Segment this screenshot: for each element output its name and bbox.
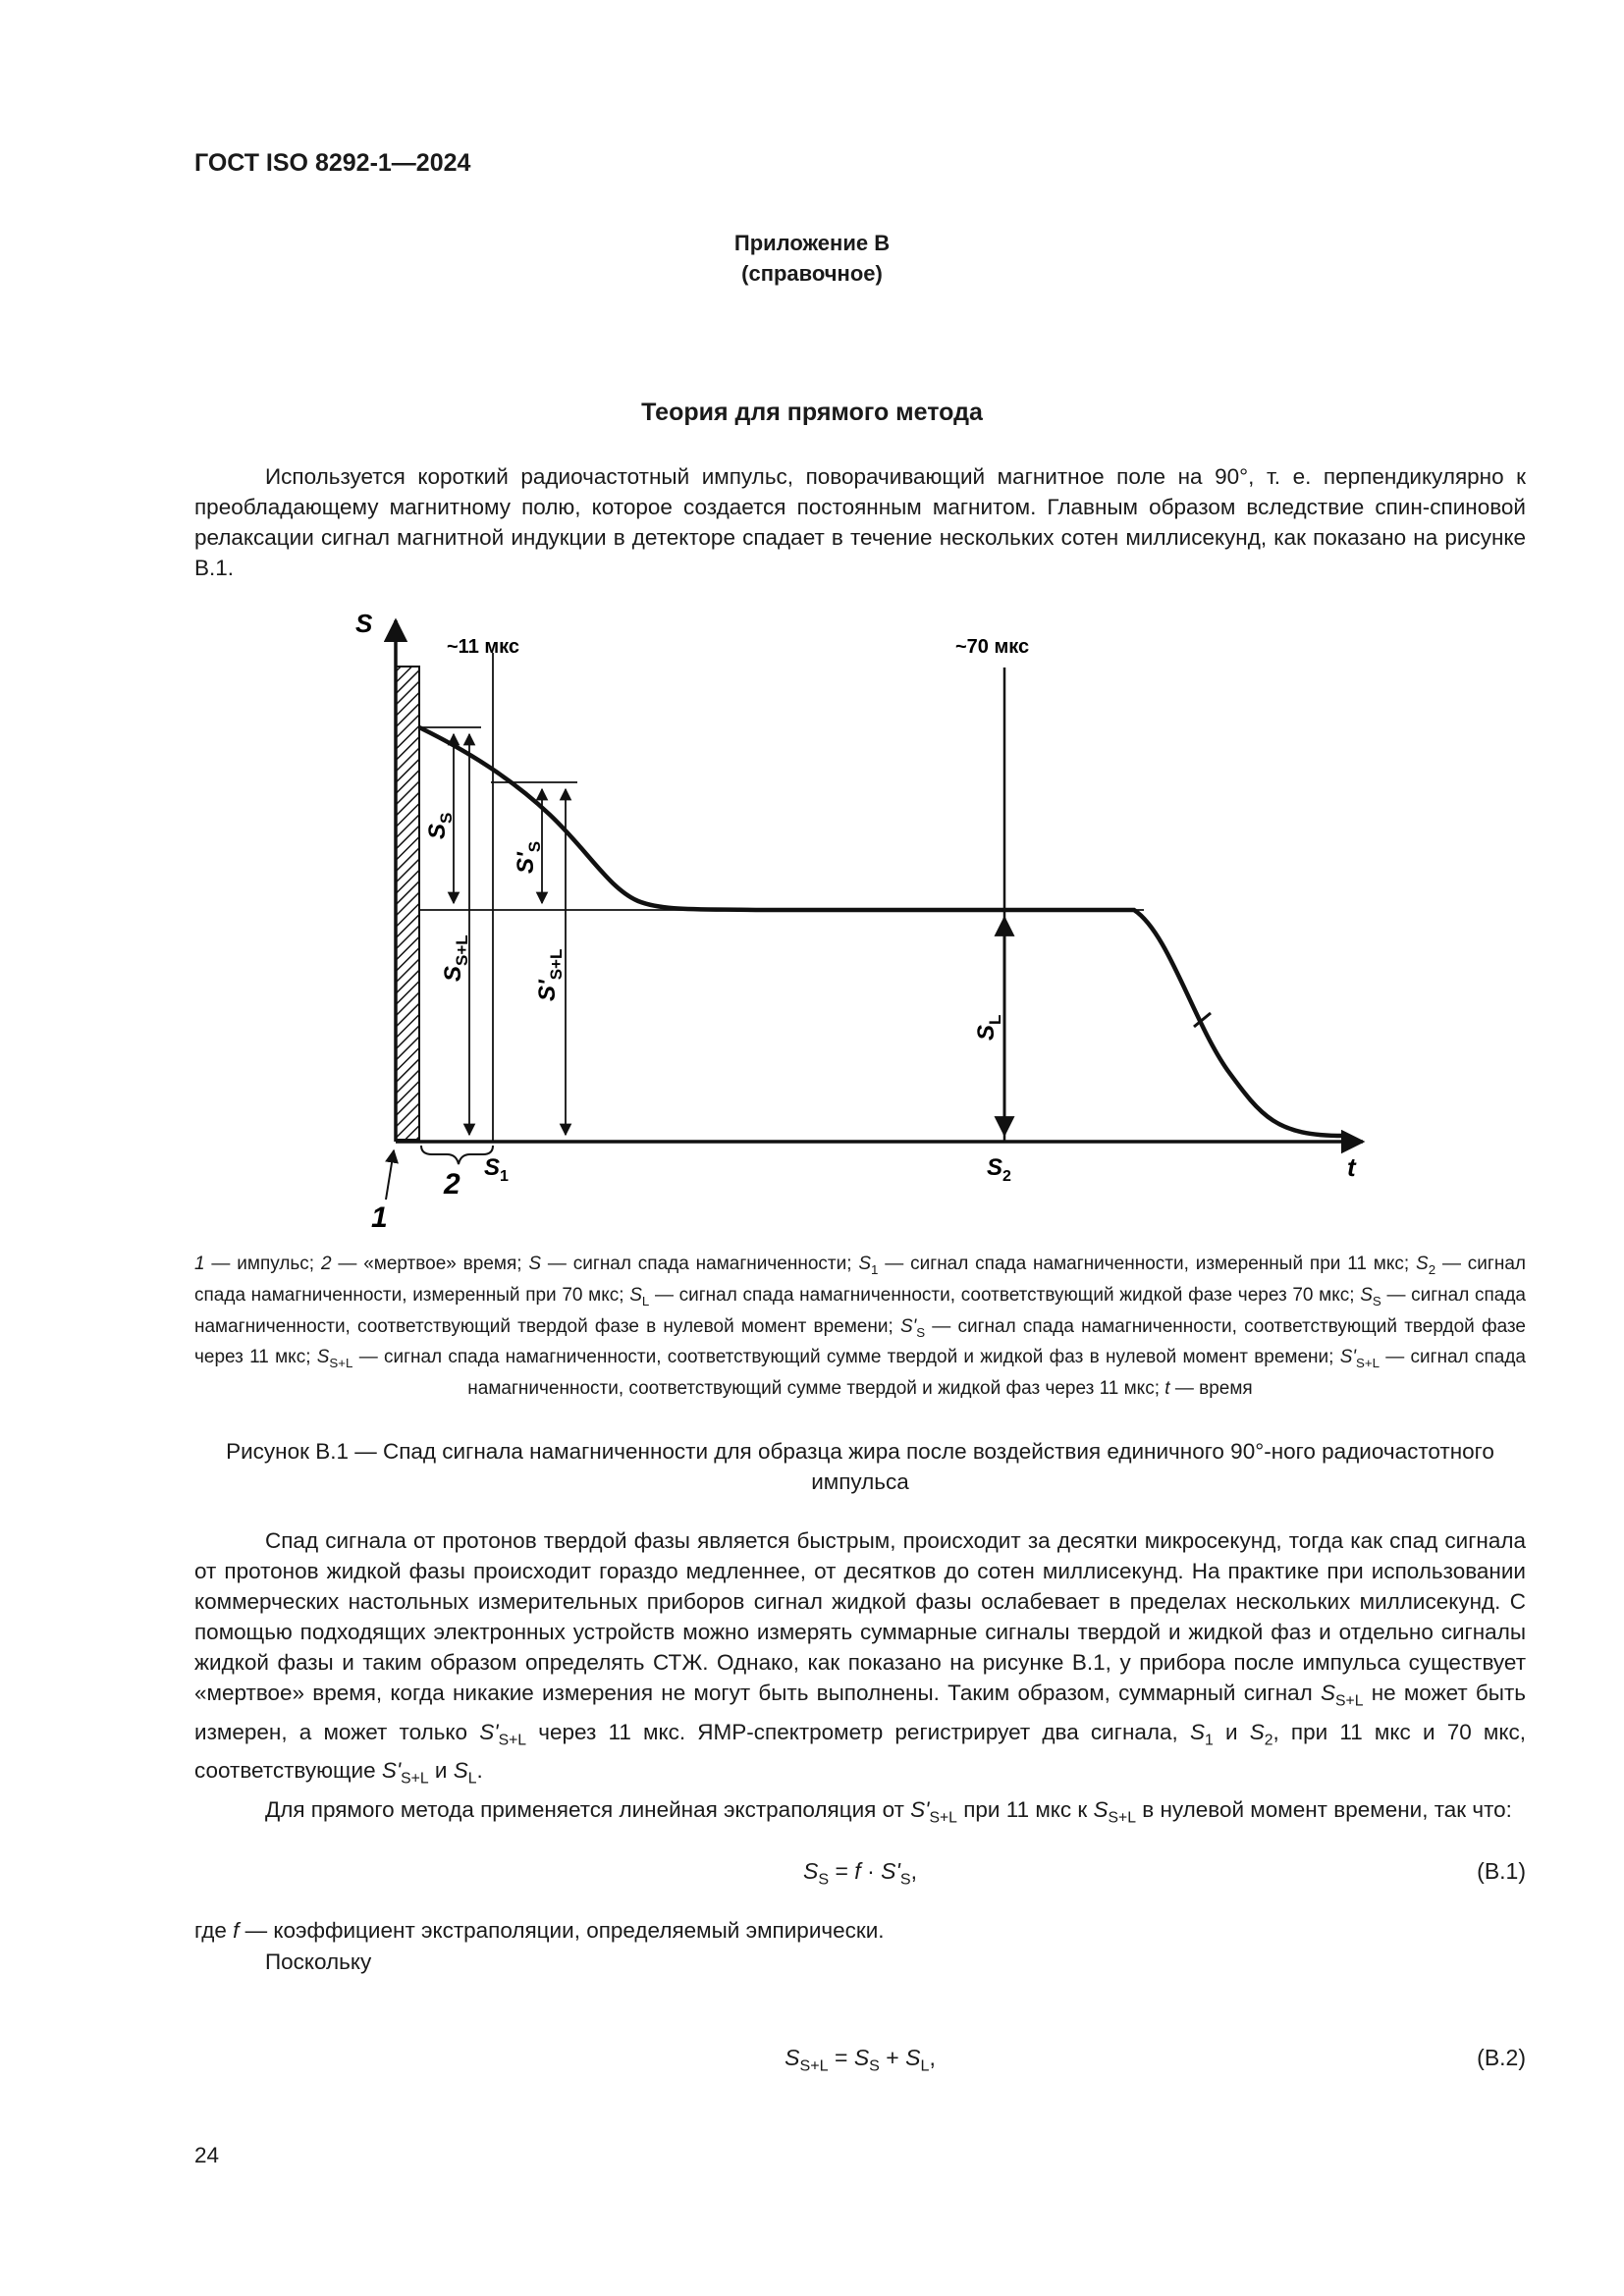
body-text — [194, 1525, 1526, 1833]
pulse-pointer — [386, 1150, 394, 1200]
document-header: ГОСТ ISO 8292-1—2024 — [194, 149, 471, 177]
equation-b1 — [194, 1858, 1526, 1890]
dead-time-brace — [421, 1146, 493, 1164]
equation-b2-number: (В.2) — [1477, 2045, 1526, 2070]
figure-title: Рисунок В.1 — Спад сигнала намагниченности для образца жира после воздействия единичного 90°-ного радиочастотного импульса — [226, 1439, 1494, 1494]
label-s1: $S_1$ — [484, 1154, 509, 1185]
label-ssl-prime: $S'_{S+L}$ — [534, 948, 566, 1001]
x-axis-label: t — [1347, 1152, 1356, 1182]
annex-kind: (справочное) — [741, 261, 883, 286]
label-ss: $S_S$ — [424, 812, 456, 839]
y-axis-label: S — [355, 609, 373, 638]
section-title: Теория для прямого метода — [641, 399, 983, 426]
body-paragraph-2: Для прямого метода применяется линейная экстраполяция от $S'_{S+L}$ при 11 мкс к $S_{S+L}$ в нулевой момент времени, так что: — [265, 1796, 1512, 1826]
equation-b2-formula: $S_{S+L} = S_S + S_L$, — [785, 2045, 936, 2075]
equation-b1-number: (В.1) — [1477, 1858, 1526, 1884]
label-dead-time-number: 2 — [444, 1168, 460, 1201]
pulse-bar — [396, 667, 419, 1140]
equation-b1-formula: $S_S = f \cdot S'_S$, — [802, 1858, 918, 1889]
label-ssl: $S_{S+L}$ — [440, 934, 471, 982]
label-sl: $S_L$ — [973, 1014, 1004, 1041]
marker-11-label: ~11 мкс — [447, 636, 520, 658]
label-s2: $S_2$ — [987, 1154, 1011, 1185]
figure-legend: 1 — импульс; 2 — «мертвое» время; S — сигнал спада намагниченности; $S_1$ — сигнал спада намагниченности, измеренный при 11 мкс; $S_2$ — сигнал спада намагниченности, измеренный при 70 мкс; $S_L$ — сигнал спада намагниченности, соответствующий жидкой фазе через 70 мкс; $S_S$ — сигнал спада намагниченности, соответствующий твердой фазе в нулевой момент времени; $S'_S$ — сигнал спада намагниченности, соответствующий твердой фазе через 11 мкс; $S_{S+L}$ — сигнал спада намагниченности, соответствующий сумме твердой и жидкой фаз в нулевой момент времени; $S'_{S+L}$ — сигнал спада намагниченности, соответствующий сумме твердой и жидкой фаз через 11 мкс; t — время — [194, 1254, 1526, 1400]
marker-70-label: ~70 мкс — [955, 636, 1030, 658]
page-number: 24 — [194, 2143, 220, 2167]
body-paragraph-1: Спад сигнала от протонов твердой фазы является быстрым, происходит за десятки микросекунд, тогда как спад сигнала от протонов жидкой фазы происходит гораздо медленнее, от десятков до сотен миллисекунд. На практике при использовании коммерческих настольных измерительных приборов сигнал жидкой фазы ослабевает в пределах нескольких миллисекунд. С помощью подходящих электронных устройств можно измерять суммарные сигналы твердой и жидкой фаз и отдельно сигналы жидкой фазы и таким образом определять СТЖ. Однако, как показано на рисунке В.1, у прибора после импульса существует «мертвое» время, когда никакие измерения не могут быть выполнены. Таким образом, суммарный сигнал $S_{S+L}$ не может быть измерен, а может только $S'_{S+L}$ через 11 мкс. ЯМР-спектрометр регистрирует два сигнала, $S_1$ и $S_2$, при 11 мкс и 70 мкс, соответствующие $S'_{S+L}$ и $S_L$. — [194, 1528, 1526, 1788]
label-pulse-number: 1 — [371, 1201, 388, 1234]
where-clause: где f — коэффициент экстраполяции, определяемый эмпирически. — [194, 1918, 885, 1943]
annex-title: Приложение В — [733, 231, 891, 255]
label-ss-prime: $S'_S$ — [513, 840, 544, 874]
since-line: Поскольку — [265, 1949, 372, 1974]
equation-b2 — [194, 2045, 1526, 2076]
intro-paragraph: Используется короткий радиочастотный импульс, поворачивающий магнитное поле на 90°, т. е. перпендикулярно к преобладающему магнитному полю, которое создается постоянным магнитом. Главным образом вследствие спин-спиновой релаксации сигнал магнитной индукции в детекторе спадает в течение нескольких сотен миллисекунд, как показано на рисунке В.1. — [194, 464, 1526, 580]
decay-curve — [419, 727, 1343, 1136]
